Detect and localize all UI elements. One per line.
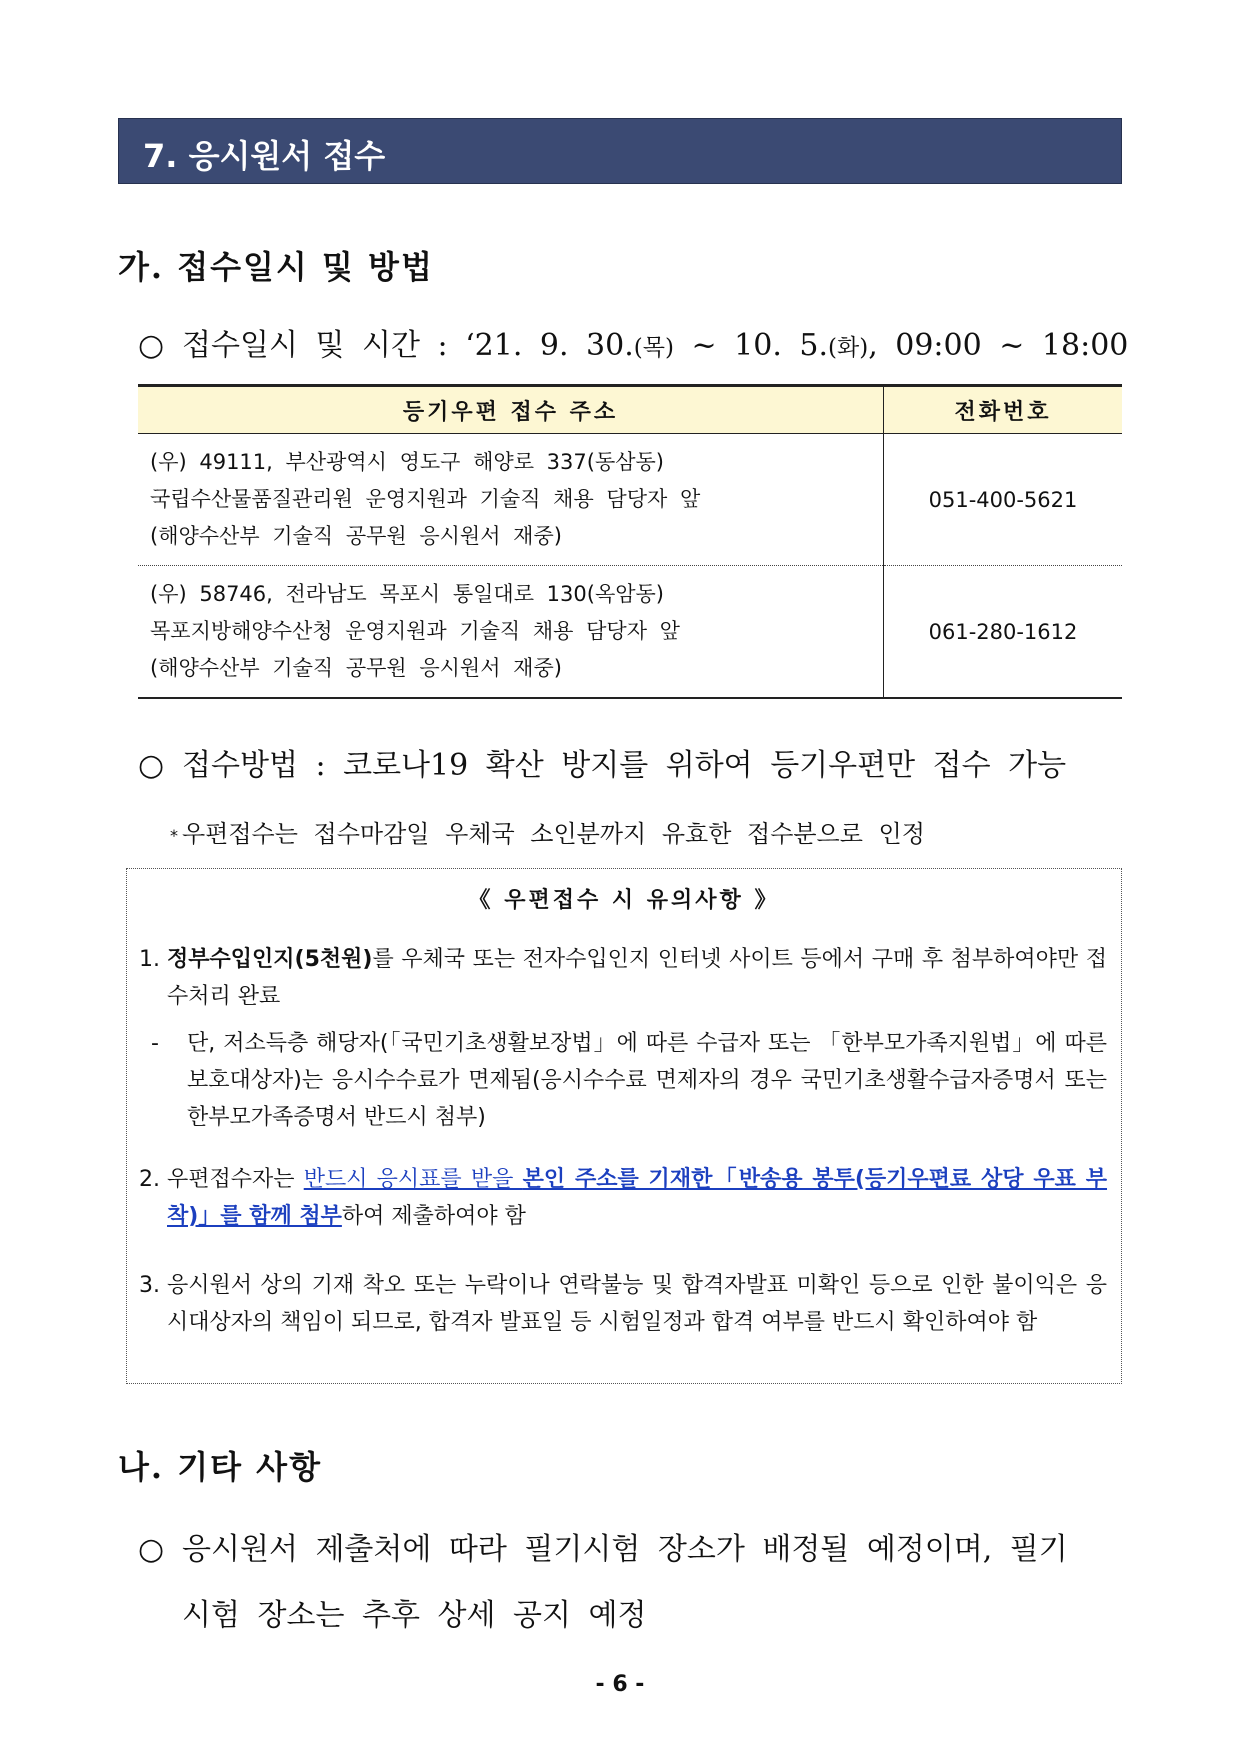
table-header-phone: 전화번호 [884,386,1123,434]
phone-cell: 061-280-1612 [884,566,1123,699]
notice-box [126,868,1122,1384]
address-line: 목포지방해양수산청 운영지원과 기술직 채용 담당자 앞 [150,619,680,643]
address-line: 국립수산물품질관리원 운영지원과 기술직 채용 담당자 앞 [150,487,701,511]
bullet-mark: ○ [138,748,165,783]
stamp-fee-text: 정부수입인지(5천원) [167,947,373,972]
schedule-tail: , 09:00 ~ 18:00 [868,328,1129,363]
section-title: 7. 응시원서 접수 [143,137,386,175]
other-line-2: 시험 장소는 추후 상세 공지 예정 [182,1598,647,1633]
page-number: - 6 - [595,1672,645,1697]
notice-title: 《 우편접수 시 유의사항 》 [468,888,780,913]
dash-mark: - [151,1031,159,1056]
item-text: 우편접수자는 [167,1167,304,1192]
method-text: 접수방법 : 코로나19 확산 방지를 위하여 등기우편만 접수 가능 [182,748,1067,783]
highlight-bold-text: 본인 주소를 기재한「반송용 봉투(등기우편료 상당 우표 부착)」를 함께 첨부 [167,1167,1108,1229]
address-cell [138,434,884,566]
highlight-text: 반드시 응시표를 받을 [303,1167,523,1192]
phone-cell: 051-400-5621 [884,434,1123,566]
notice-sub-item [151,1025,1107,1136]
note-star: * [170,825,178,845]
address-table [138,384,1122,699]
bullet-mark: ○ [138,328,165,363]
subheading-b: 나. 기타 사항 [118,1448,322,1486]
notice-item-2 [139,1161,1107,1235]
address-line: (해양수산부 기술직 공무원 응시원서 재중) [150,524,562,548]
bullet-mark: ○ [138,1532,165,1567]
item-text: 응시원서 상의 기재 착오 또는 누락이나 연락불능 및 합격자발표 미확인 등으로 인한 불이익은 응시대상자의 책임이 되므로, 합격자 발표일 등 시험일정과 합격 여부를 반드시 확인하여야 함 [167,1273,1107,1335]
item-text: 하여 제출하여야 함 [341,1204,526,1229]
item-number: 1. [139,947,160,972]
address-line: (우) 49111, 부산광역시 영도구 해양로 337(동삼동) [150,450,664,474]
address-line: (우) 58746, 전라남도 목포시 통일대로 130(옥암동) [150,582,664,606]
address-line: (해양수산부 기술직 공무원 응시원서 재중) [150,656,562,680]
notice-item-1 [139,941,1107,1015]
postal-note [170,814,925,849]
table-row [138,434,1122,566]
other-line-1 [138,1524,1068,1568]
notice-item-3 [139,1267,1107,1341]
table-row [138,566,1122,699]
table-header-address: 등기우편 접수 주소 [138,386,884,434]
other-text: 응시원서 제출처에 따라 필기시험 장소가 배정될 예정이며, 필기 [182,1532,1068,1567]
subheading-a: 가. 접수일시 및 방법 [118,248,434,286]
item-number: 2. [139,1167,160,1192]
item-number: 3. [139,1273,160,1298]
schedule-day1: (목) [633,335,674,361]
schedule-day2: (화) [828,335,869,361]
section-header [118,118,1122,184]
schedule-lead: 접수일시 및 시간 : ‘21. 9. 30. [182,328,634,363]
schedule-line [138,320,1128,364]
schedule-mid: ~ 10. 5. [673,328,829,363]
method-line [138,740,1066,784]
address-cell [138,566,884,699]
sub-item-text: 단, 저소득층 해당자(「국민기초생활보장법」에 따른 수급자 또는 「한부모가족지원법」에 따른 보호대상자)는 응시수수료가 면제됨(응시수수료 면제자의 경우 국민기초생활수급자증명서 또는 한부모가족증명서 반드시 첨부) [187,1031,1107,1130]
note-text: 우편접수는 접수마감일 우체국 소인분까지 유효한 접수분으로 인정 [182,820,925,848]
item-text: 를 우체국 또는 전자수입인지 인터넷 사이트 등에서 구매 후 첨부하여야만 접수처리 완료 [167,947,1107,1009]
